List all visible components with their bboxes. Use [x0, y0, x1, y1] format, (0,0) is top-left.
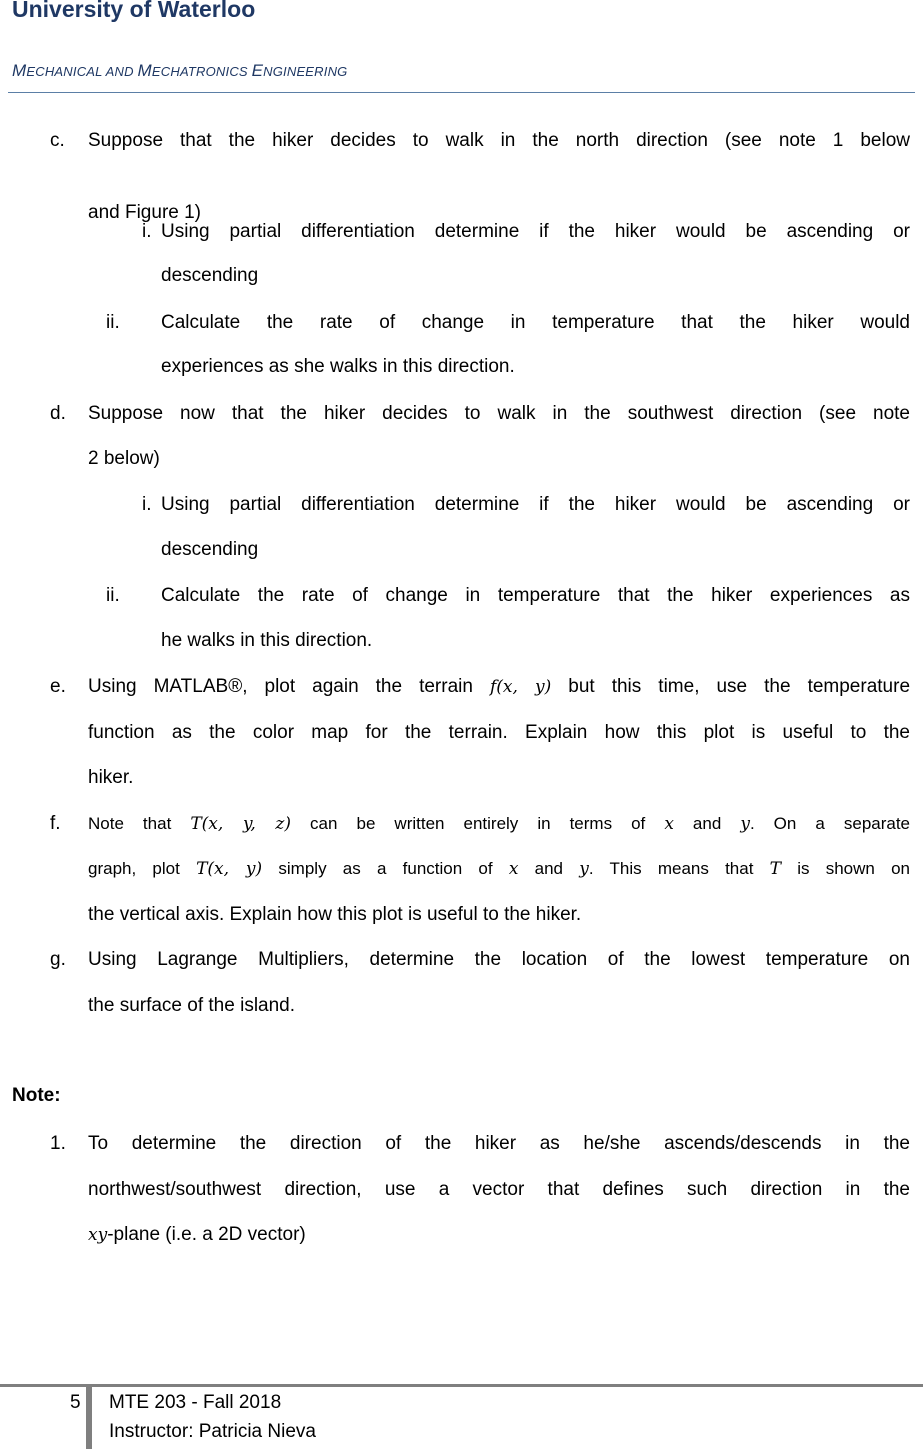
- note-1-line2: northwest/southwest direction, use a vector that defines such direction in the: [88, 1179, 910, 1200]
- note-heading: Note:: [12, 1085, 61, 1106]
- item-c-ii-line1: Calculate the rate of change in temperature that the hiker would: [161, 312, 910, 333]
- item-f-label: f.: [50, 813, 61, 834]
- item-d-text-line1: Suppose now that the hiker decides to walk in the southwest direction (see note: [88, 403, 910, 424]
- item-d-ii-label: ii.: [106, 585, 120, 606]
- item-f-text-line1: Note that T(x, y, z) can be written entirely in terms of x and y. On a separate: [88, 814, 911, 834]
- item-d-ii-line1: Calculate the rate of change in temperature that the hiker experiences as: [161, 585, 910, 606]
- item-d-i-line2: descending: [161, 539, 259, 560]
- item-d-i-line1: Using partial differentiation determine if the hiker would be ascending or: [161, 494, 910, 515]
- item-d-label: d.: [50, 403, 66, 424]
- item-f-text-line3: the vertical axis. Explain how this plot is useful to the hiker.: [88, 904, 582, 925]
- item-c-label: c.: [50, 130, 65, 151]
- item-c-text-line1: Suppose that the hiker decides to walk in the north direction (see note 1 below: [88, 130, 910, 151]
- item-e-text-line1: Using MATLAB®, plot again the terrain f(x, y) but this time, use the temperature: [88, 676, 911, 697]
- item-d-text-line2: 2 below): [88, 448, 160, 469]
- item-c-ii-label: ii.: [106, 312, 120, 333]
- item-d-i-label: i.: [142, 494, 152, 515]
- footer-vertical-bar: [86, 1384, 92, 1449]
- course-title: MTE 203 - Fall 2018: [109, 1392, 282, 1413]
- item-c-text-line2: and Figure 1): [88, 202, 202, 223]
- item-e-text-line2: function as the color map for the terrain. Explain how this plot is useful to the: [88, 722, 910, 743]
- note-1-line1: To determine the direction of the hiker as he/she ascends/descends in the: [88, 1133, 910, 1154]
- item-c-i-label: i.: [142, 221, 152, 242]
- department-name: MECHANICAL AND MECHATRONICS ENGINEERING: [12, 61, 348, 80]
- item-d-ii-line2: he walks in this direction.: [161, 630, 373, 651]
- university-title: University of Waterloo: [12, 0, 256, 22]
- item-c-i-line1: Using partial differentiation determine if the hiker would be ascending or: [161, 221, 910, 242]
- item-c-i-line2: descending: [161, 265, 259, 286]
- item-f-text-line2: graph, plot T(x, y) simply as a function of x and y. This means that T is shown on: [88, 859, 910, 879]
- math-f-xy: f(x, y): [489, 677, 552, 697]
- item-g-label: g.: [50, 949, 66, 970]
- note-1-line3: xy-plane (i.e. a 2D vector): [88, 1224, 306, 1245]
- item-e-label: e.: [50, 676, 66, 697]
- note-1-label: 1.: [50, 1133, 66, 1154]
- instructor-name: Instructor: Patricia Nieva: [109, 1421, 316, 1442]
- header-divider: [8, 92, 915, 93]
- footer-divider: [0, 1384, 923, 1387]
- page-number: 5: [70, 1392, 81, 1413]
- item-g-text-line2: the surface of the island.: [88, 995, 296, 1016]
- item-c-ii-line2: experiences as she walks in this direction.: [161, 356, 515, 377]
- item-e-text-line3: hiker.: [88, 767, 134, 788]
- item-g-text-line1: Using Lagrange Multipliers, determine the location of the lowest temperature on: [88, 949, 910, 970]
